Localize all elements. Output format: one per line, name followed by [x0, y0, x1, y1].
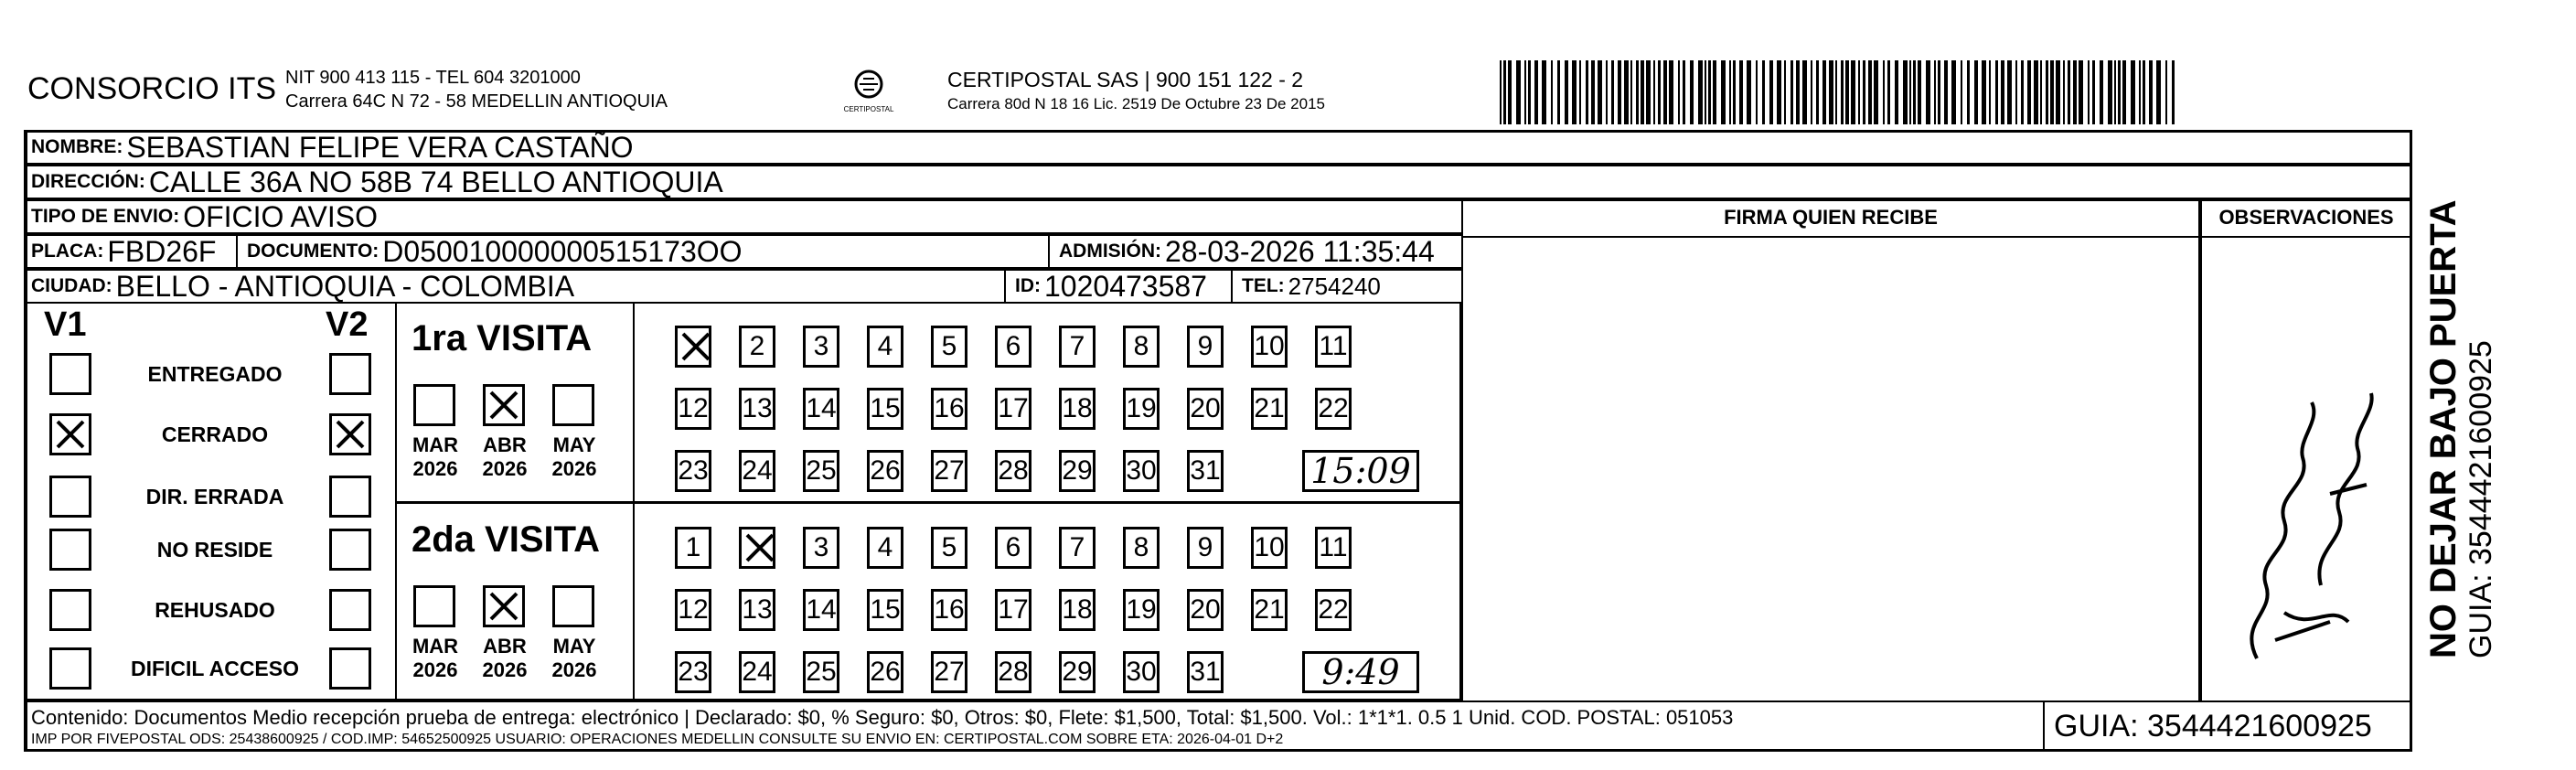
barcode-bar — [2100, 60, 2103, 124]
month-label — [404, 433, 466, 481]
day-checkbox[interactable]: 20 — [1187, 388, 1224, 430]
day-checkbox[interactable]: 4 — [867, 326, 903, 368]
direccion-row — [26, 165, 2412, 199]
month-checkbox[interactable] — [413, 384, 455, 426]
placa-label: PLACA: — [31, 241, 104, 262]
day-checkbox[interactable]: 25 — [803, 450, 839, 492]
status-label: NO RESIDE — [156, 538, 273, 561]
barcode-bar — [2114, 60, 2116, 124]
firma-area — [1461, 199, 2200, 700]
status-label: REHUSADO — [155, 598, 275, 622]
day-checkbox[interactable]: 27 — [931, 651, 967, 693]
divider — [395, 501, 1461, 504]
day-checkbox[interactable]: 15 — [867, 589, 903, 631]
barcode-bar — [1909, 60, 1911, 124]
day-checkbox[interactable]: 12 — [675, 589, 711, 631]
barcode-bar — [2108, 60, 2112, 124]
barcode-bar — [1598, 60, 1602, 124]
imp-text: IMP POR FIVEPOSTAL ODS: 25438600925 / COD.IMP: 54652500925 USUARIO: OPERACIONES MEDELLIN CONSULTE SU ENVIO EN: CERTIPOSTAL.COM SOBRE ETA: 2026-04-01 D+2 — [31, 732, 1284, 747]
placa-value: FBD26F — [107, 234, 217, 268]
barcode-bar — [1887, 60, 1890, 124]
status-label: DIFICIL ACCESO — [130, 657, 299, 680]
month-name: MAR — [412, 433, 459, 456]
barcode-bar — [1851, 60, 1855, 124]
day-checkbox[interactable]: 15 — [867, 388, 903, 430]
placa-row — [26, 234, 1463, 269]
barcode-bar — [1883, 60, 1885, 124]
month-year: 2026 — [482, 658, 528, 681]
barcode-bar — [1868, 60, 1872, 124]
barcode-bar — [1591, 60, 1595, 124]
day-checkbox[interactable]: 9 — [1187, 527, 1224, 569]
contenido-text: Contenido: Documentos Medio recepción prueba de entrega: electrónico | Declarado: $0, % Seguro: $0, Otros: $0, Flete: $1,500, Total: $1,500. Vol.: 1*1*1. 0.5 1 Unid. COD. POSTAL: 051053 — [31, 706, 1734, 729]
day-checkbox[interactable]: 17 — [995, 589, 1031, 631]
v2-checkbox[interactable] — [329, 589, 371, 631]
barcode-bar — [1802, 60, 1807, 124]
barcode-bar — [2050, 60, 2054, 124]
tel-label: TEL: — [1242, 275, 1285, 296]
barcode-bar — [1669, 60, 1673, 124]
barcode-bar — [2118, 60, 2121, 124]
documento-label: DOCUMENTO: — [247, 241, 379, 262]
tel-value: 2754240 — [1288, 272, 1381, 300]
day-checkbox[interactable]: 5 — [931, 326, 967, 368]
barcode-bar — [2149, 60, 2153, 124]
day-checkbox[interactable]: 23 — [675, 651, 711, 693]
barcode-bar — [1895, 60, 1898, 124]
day-checkbox[interactable]: 24 — [739, 651, 775, 693]
month-name: MAY — [552, 635, 596, 658]
visit-time: 9:49 — [1302, 651, 1419, 693]
barcode-bar — [1903, 60, 1908, 124]
v1-checkbox[interactable] — [49, 476, 91, 518]
barcode-bar — [2139, 60, 2141, 124]
company-address: Carrera 64C N 72 - 58 MEDELLIN ANTIOQUIA — [285, 91, 668, 112]
barcode-bar — [1500, 60, 1502, 124]
day-checkbox[interactable]: 7 — [1059, 326, 1096, 368]
barcode-bar — [1944, 60, 1948, 124]
day-checkbox[interactable]: 16 — [931, 589, 967, 631]
day-checkbox[interactable]: 25 — [803, 651, 839, 693]
v2-checkbox[interactable] — [329, 353, 371, 395]
direccion-label: DIRECCIÓN: — [31, 171, 145, 192]
barcode-bar — [1624, 60, 1629, 124]
barcode-bar — [1835, 60, 1837, 124]
month-year: 2026 — [412, 658, 458, 681]
side-notice — [2423, 199, 2498, 658]
barcode-bar — [1756, 60, 1758, 124]
day-checkbox[interactable]: 8 — [1123, 326, 1160, 368]
day-checkbox[interactable]: 14 — [803, 388, 839, 430]
day-checkbox[interactable]: 13 — [739, 589, 775, 631]
day-checkbox[interactable]: 10 — [1251, 326, 1288, 368]
month-label — [404, 635, 466, 682]
day-checkbox[interactable]: 3 — [803, 326, 839, 368]
barcode — [1500, 60, 2176, 124]
admision-label: ADMISIÓN: — [1059, 241, 1161, 262]
day-checkbox[interactable]: 30 — [1123, 651, 1160, 693]
barcode-bar — [1829, 60, 1833, 124]
barcode-bar — [2056, 60, 2060, 124]
month-name: MAR — [412, 635, 459, 658]
day-checkbox[interactable]: 1 — [675, 527, 711, 569]
status-label: CERRADO — [161, 422, 269, 446]
barcode-bar — [1841, 60, 1844, 124]
barcode-bar — [1565, 60, 1568, 124]
guia-footer: GUIA: 3544421600925 — [2043, 702, 2412, 750]
day-checkbox[interactable]: 9 — [1187, 326, 1224, 368]
visit-time: 15:09 — [1302, 450, 1419, 492]
ciudad-label: CIUDAD: — [31, 275, 112, 296]
v2-checkbox[interactable] — [329, 476, 371, 518]
side-line2: GUIA: 3544421600925 — [2464, 340, 2498, 658]
tipo-label: TIPO DE ENVIO: — [31, 206, 180, 227]
month-year: 2026 — [551, 658, 597, 681]
barcode-bar — [1822, 60, 1826, 124]
month-checkbox[interactable] — [552, 585, 594, 627]
day-checkbox[interactable] — [675, 326, 711, 368]
barcode-bar — [1683, 60, 1685, 124]
month-name: ABR — [483, 635, 527, 658]
barcode-bar — [2073, 60, 2077, 124]
day-checkbox[interactable]: 6 — [995, 527, 1031, 569]
barcode-bar — [1579, 60, 1581, 124]
day-checkbox[interactable]: 31 — [1187, 651, 1224, 693]
barcode-bar — [1811, 60, 1812, 124]
day-checkbox[interactable]: 6 — [995, 326, 1031, 368]
barcode-bar — [1534, 60, 1538, 124]
month-checkbox[interactable] — [552, 384, 594, 426]
day-checkbox[interactable]: 13 — [739, 388, 775, 430]
certipostal-logo-icon — [841, 64, 896, 119]
ciudad-value: BELLO - ANTIOQUIA - COLOMBIA — [115, 269, 575, 303]
day-checkbox[interactable]: 3 — [803, 527, 839, 569]
barcode-bar — [2068, 60, 2070, 124]
day-checkbox[interactable]: 20 — [1187, 589, 1224, 631]
barcode-bar — [2079, 60, 2083, 124]
barcode-bar — [1747, 60, 1751, 124]
documento-value: D050010000000515173OO — [382, 234, 743, 268]
ciudad-row — [26, 269, 1463, 304]
barcode-bar — [1769, 60, 1773, 124]
barcode-bar — [2088, 60, 2090, 124]
month-checkbox[interactable] — [413, 585, 455, 627]
barcode-bar — [2027, 60, 2031, 124]
barcode-bar — [1961, 60, 1962, 124]
tipo-value: OFICIO AVISO — [183, 199, 378, 233]
day-checkbox[interactable]: 2 — [739, 326, 775, 368]
barcode-bar — [1542, 60, 1546, 124]
day-checkbox[interactable]: 19 — [1123, 589, 1160, 631]
barcode-bar — [1690, 60, 1694, 124]
month-label — [543, 433, 605, 481]
month-checkbox[interactable] — [483, 585, 525, 627]
barcode-bar — [2131, 60, 2135, 124]
barcode-bar — [1586, 60, 1588, 124]
day-checkbox[interactable]: 17 — [995, 388, 1031, 430]
barcode-bar — [2046, 60, 2048, 124]
day-checkbox[interactable]: 18 — [1059, 388, 1096, 430]
barcode-bar — [1708, 60, 1711, 124]
v1-checkbox[interactable] — [49, 413, 91, 455]
barcode-bar — [1784, 60, 1786, 124]
day-checkbox[interactable]: 22 — [1315, 388, 1352, 430]
month-year: 2026 — [551, 457, 597, 480]
barcode-bar — [1646, 60, 1651, 124]
status-label: DIR. ERRADA — [145, 485, 284, 508]
barcode-bar — [1630, 60, 1632, 124]
barcode-bar — [2165, 60, 2167, 124]
day-checkbox[interactable]: 26 — [867, 450, 903, 492]
id-label: ID: — [1015, 275, 1041, 296]
barcode-bar — [1790, 60, 1793, 124]
barcode-bar — [2063, 60, 2065, 124]
barcode-bar — [1951, 60, 1956, 124]
barcode-bar — [2001, 60, 2004, 124]
day-checkbox[interactable]: 5 — [931, 527, 967, 569]
month-label — [543, 635, 605, 682]
barcode-bar — [1729, 60, 1731, 124]
day-checkbox[interactable]: 7 — [1059, 527, 1096, 569]
day-checkbox[interactable]: 27 — [931, 450, 967, 492]
day-checkbox[interactable]: 10 — [1251, 527, 1288, 569]
v2-label: V2 — [326, 305, 369, 344]
barcode-bar — [1733, 60, 1736, 124]
barcode-bar — [1653, 60, 1655, 124]
day-checkbox[interactable]: 24 — [739, 450, 775, 492]
barcode-bar — [1721, 60, 1726, 124]
barcode-bar — [1713, 60, 1716, 124]
barcode-bar — [1995, 60, 1998, 124]
barcode-bar — [1938, 60, 1940, 124]
day-checkbox[interactable]: 29 — [1059, 651, 1096, 693]
day-checkbox[interactable]: 4 — [867, 527, 903, 569]
barcode-bar — [2172, 60, 2175, 124]
day-checkbox[interactable]: 23 — [675, 450, 711, 492]
barcode-bar — [1524, 60, 1526, 124]
v1-checkbox[interactable] — [49, 529, 91, 571]
v1-checkbox[interactable] — [49, 353, 91, 395]
id-value: 1020473587 — [1044, 269, 1207, 303]
status-label: ENTREGADO — [147, 362, 283, 386]
barcode-bar — [1611, 60, 1614, 124]
barcode-bar — [1858, 60, 1860, 124]
day-checkbox[interactable]: 28 — [995, 450, 1031, 492]
month-label — [474, 433, 536, 481]
day-checkbox[interactable]: 30 — [1123, 450, 1160, 492]
barcode-bar — [1934, 60, 1936, 124]
month-checkbox[interactable] — [483, 384, 525, 426]
nombre-label: NOMBRE: — [31, 136, 123, 157]
day-checkbox[interactable]: 12 — [675, 388, 711, 430]
v2-checkbox[interactable] — [329, 413, 371, 455]
barcode-bar — [1974, 60, 1978, 124]
v2-checkbox[interactable] — [329, 647, 371, 690]
barcode-bar — [1528, 60, 1531, 124]
barcode-bar — [1762, 60, 1765, 124]
barcode-bar — [1874, 60, 1878, 124]
handwritten-signature-icon — [2220, 311, 2403, 677]
barcode-bar — [1503, 60, 1506, 124]
barcode-bar — [2007, 60, 2012, 124]
day-checkbox[interactable]: 28 — [995, 651, 1031, 693]
barcode-bar — [2122, 60, 2126, 124]
direccion-value: CALLE 36A NO 58B 74 BELLO ANTIOQUIA — [148, 165, 723, 198]
barcode-bar — [1796, 60, 1800, 124]
nombre-value: SEBASTIAN FELIPE VERA CASTAÑO — [126, 130, 634, 164]
carrier-license: Carrera 80d N 18 16 Lic. 2519 De Octubre 23 De 2015 — [947, 95, 1325, 112]
company-nit: NIT 900 413 115 - TEL 604 3201000 — [285, 68, 581, 88]
observaciones-label: OBSERVACIONES — [2202, 201, 2410, 238]
barcode-bar — [1989, 60, 1991, 124]
month-name: ABR — [483, 433, 527, 456]
day-checkbox[interactable]: 29 — [1059, 450, 1096, 492]
carrier-name: CERTIPOSTAL SAS | 900 151 122 - 2 — [947, 68, 1304, 91]
day-checkbox[interactable]: 11 — [1315, 326, 1352, 368]
barcode-bar — [1618, 60, 1621, 124]
svg-text:CERTIPOSTAL: CERTIPOSTAL — [843, 105, 894, 113]
day-checkbox[interactable] — [739, 527, 775, 569]
admision-value: 28-03-2026 11:35:44 — [1165, 234, 1435, 268]
v1-checkbox[interactable] — [49, 589, 91, 631]
barcode-bar — [1572, 60, 1577, 124]
nombre-row — [26, 130, 2412, 165]
barcode-bar — [2092, 60, 2095, 124]
barcode-bar — [1739, 60, 1743, 124]
month-year: 2026 — [412, 457, 458, 480]
month-year: 2026 — [482, 457, 528, 480]
v2-checkbox[interactable] — [329, 529, 371, 571]
day-checkbox[interactable]: 8 — [1123, 527, 1160, 569]
barcode-bar — [1845, 60, 1849, 124]
day-checkbox[interactable]: 11 — [1315, 527, 1352, 569]
barcode-bar — [1698, 60, 1703, 124]
barcode-bar — [1606, 60, 1608, 124]
barcode-bar — [1663, 60, 1667, 124]
company-name: CONSORCIO ITS — [27, 71, 277, 106]
month-label — [474, 635, 536, 682]
day-checkbox[interactable]: 18 — [1059, 589, 1096, 631]
barcode-bar — [1926, 60, 1930, 124]
barcode-bar — [1557, 60, 1560, 124]
barcode-bar — [1777, 60, 1781, 124]
barcode-bar — [1982, 60, 1986, 124]
barcode-bar — [1516, 60, 1521, 124]
barcode-bar — [2021, 60, 2024, 124]
v1-checkbox[interactable] — [49, 647, 91, 690]
barcode-bar — [1678, 60, 1680, 124]
barcode-bar — [1508, 60, 1512, 124]
day-checkbox[interactable]: 31 — [1187, 450, 1224, 492]
firma-label: FIRMA QUIEN RECIBE — [1463, 201, 2198, 238]
tipo-row — [26, 199, 1463, 234]
barcode-bar — [2034, 60, 2038, 124]
v1-label: V1 — [44, 305, 87, 344]
barcode-bar — [1918, 60, 1921, 124]
day-checkbox[interactable]: 16 — [931, 388, 967, 430]
visit-title: 1ra VISITA — [412, 318, 593, 358]
day-checkbox[interactable]: 14 — [803, 589, 839, 631]
day-checkbox[interactable]: 26 — [867, 651, 903, 693]
barcode-bar — [2156, 60, 2161, 124]
barcode-bar — [1863, 60, 1865, 124]
barcode-bar — [1636, 60, 1639, 124]
barcode-bar — [1967, 60, 1970, 124]
barcode-bar — [1641, 60, 1644, 124]
barcode-bar — [2040, 60, 2042, 124]
barcode-bar — [2015, 60, 2017, 124]
barcode-bar — [1913, 60, 1916, 124]
barcode-bar — [2143, 60, 2145, 124]
observaciones-area — [2200, 199, 2412, 700]
barcode-bar — [1551, 60, 1553, 124]
barcode-bar — [1705, 60, 1706, 124]
barcode-bar — [1816, 60, 1819, 124]
day-checkbox[interactable]: 22 — [1315, 589, 1352, 631]
barcode-bar — [1658, 60, 1661, 124]
visit-title: 2da VISITA — [412, 519, 600, 560]
day-checkbox[interactable]: 21 — [1251, 388, 1288, 430]
day-checkbox[interactable]: 21 — [1251, 589, 1288, 631]
side-line1: NO DEJAR BAJO PUERTA — [2423, 199, 2464, 658]
day-checkbox[interactable]: 19 — [1123, 388, 1160, 430]
month-name: MAY — [552, 433, 596, 456]
